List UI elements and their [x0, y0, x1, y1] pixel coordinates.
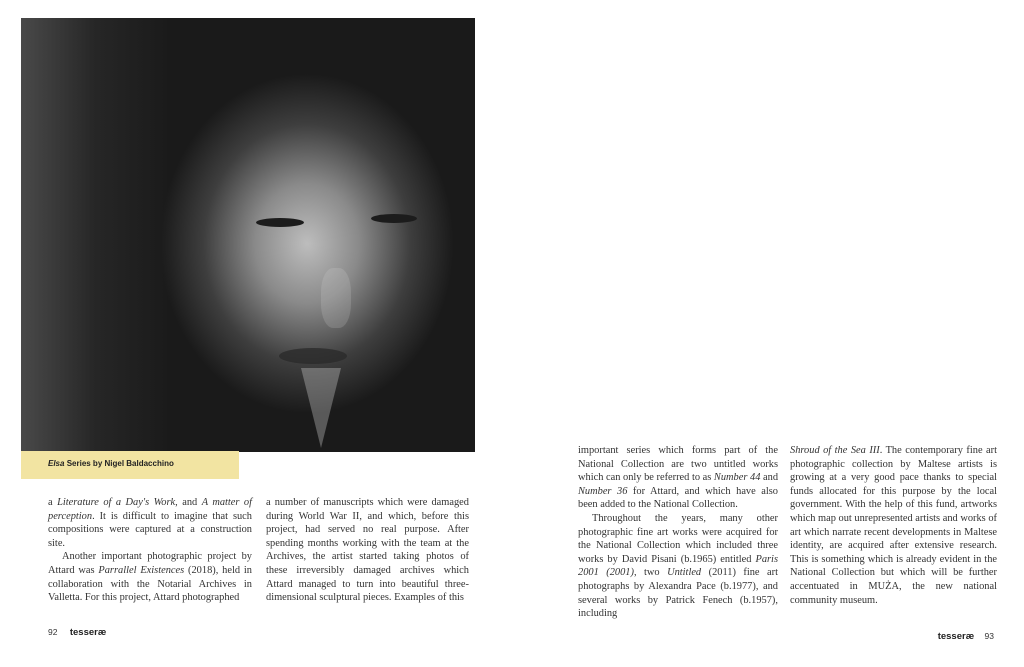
text-column-3: [578, 444, 778, 621]
caption-rest: Series by Nigel Baldacchino: [64, 459, 174, 468]
col4-paragraph: Shroud of the Sea III. The contemporary fine art photographic collection by Maltese artists is growing at a very good pace thanks to special funds allocated for this purpose by the local government. With the help of this fund, artworks which map out unrepresented artists and works of art which narrate recent developments in Maltese identity, are acquired after extensive research. This is something which is already evident in the National Collection but which will be further accentuated in MUŻA, the new national community museum.: [790, 445, 997, 606]
footer-right: [938, 631, 994, 642]
col1-paragraph: a Literature of a Day's Work, and A matter of perception. It is difficult to imagine that such compositions were captured at a construction site.: [48, 497, 252, 549]
magazine-brand-right: tesseræ: [937, 631, 975, 642]
col3-paragraph: important series which forms part of the National Collection are two untitled works which can only be referred to as Number 44 and Number 36 for Attard, and which have also been added to the National Collection.: [578, 445, 779, 511]
col3-paragraph-2: Throughout the years, many other photographic fine art works were acquired for the National Collection which included three works by David Pisani (b.1965) entitled Paris 2001 (2001), two Untitled (2011) fine art photographs by Alexandra Pace (b.1977), and several works by Patrick Fenech (b.1957), including: [578, 512, 778, 620]
page-number-right: 93: [984, 631, 994, 641]
text-column-2: [266, 496, 469, 605]
col1-paragraph-2: Another important photographic project by Attard was Parrallel Existences (2018), held in collaboration with the Notarial Archives in Valletta. For this project, Attard photographed: [48, 551, 252, 604]
photo-caption: [21, 451, 239, 479]
magazine-brand-left: tesseræ: [69, 627, 107, 638]
footer-left: [48, 627, 106, 638]
page-number-left: 92: [48, 627, 58, 637]
portrait-photo: [21, 18, 475, 452]
caption-title: Elsa: [48, 459, 65, 468]
text-column-4: [790, 444, 997, 607]
col2-paragraph: a number of manuscripts which were damaged during World War II, and which, before this project, had served no real purpose. After spending months working with the team at the Archives, the artist started taking photos of these irreversibly damaged archives which Attard managed to turn into beautiful three-dimensional sculptural pieces. Examples of this: [266, 497, 469, 604]
text-column-1: [48, 496, 252, 605]
